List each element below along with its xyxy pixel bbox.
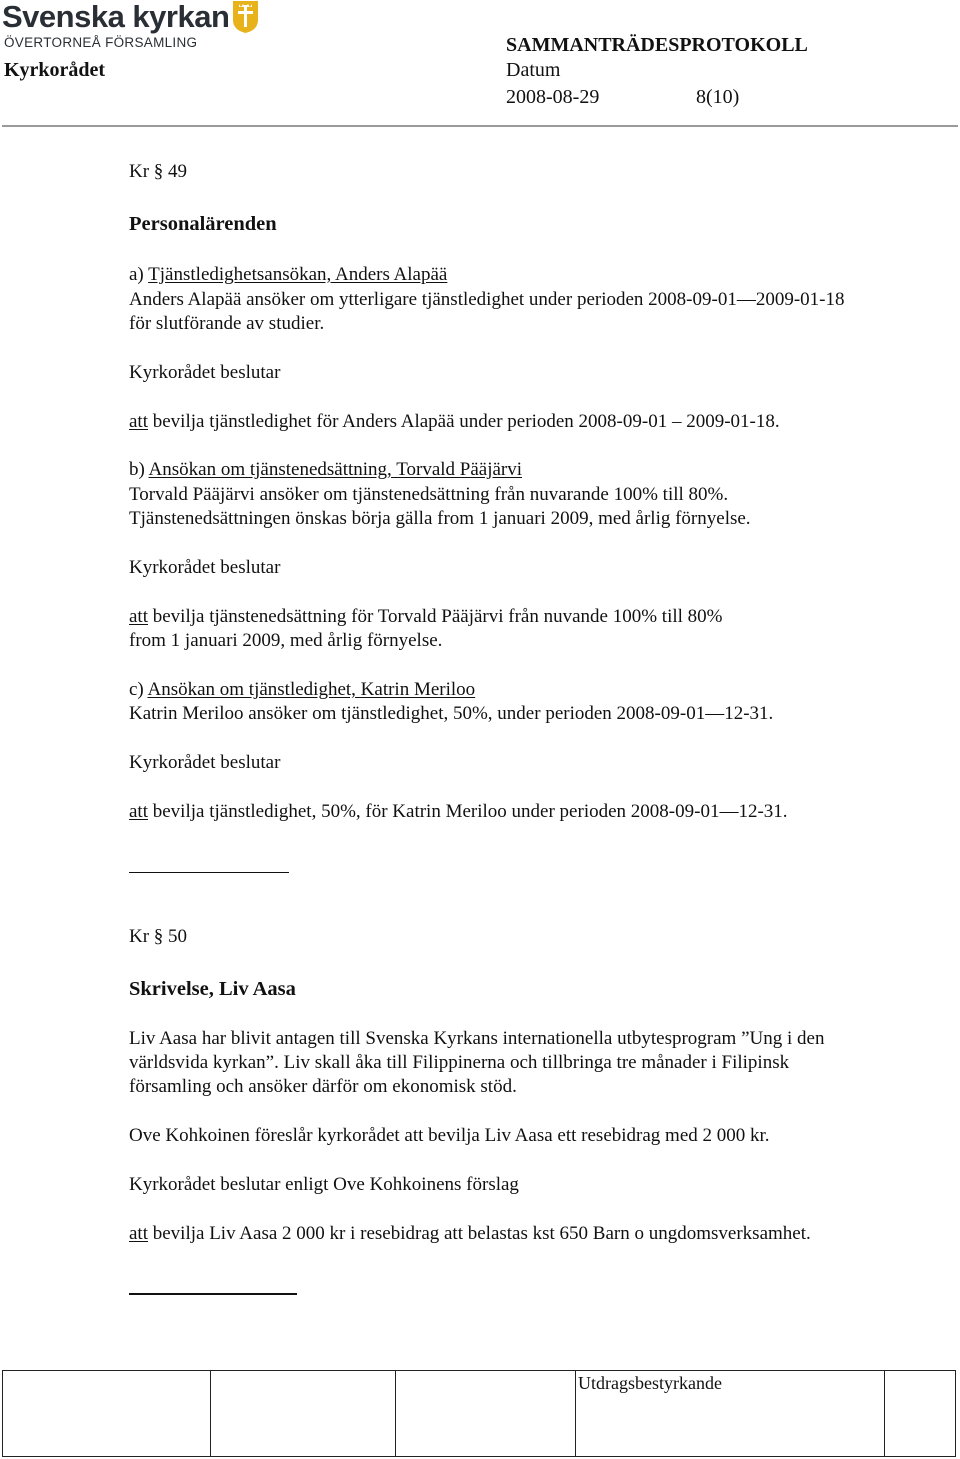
item-a-att-text: bevilja tjänstledighet för Anders Alapää under perioden 2008-09-01 – 2009-01-18. bbox=[148, 411, 780, 432]
signature-cell-divider bbox=[210, 1371, 211, 1456]
kr50-p2: Ove Kohkoinen föreslår kyrkorådet att bevilja Liv Aasa ett resebidrag med 2 000 kr. bbox=[129, 1125, 770, 1146]
item-b-att-line2: from 1 januari 2009, med årlig förnyelse. bbox=[129, 630, 443, 651]
item-c-decision: Kyrkorådet beslutar bbox=[129, 752, 281, 773]
signature-cell-divider bbox=[575, 1371, 576, 1456]
item-b-decision: Kyrkorådet beslutar bbox=[129, 557, 281, 578]
kr50-p1-line3: församling och ansöker därför om ekonomisk stöd. bbox=[129, 1076, 517, 1097]
item-a-heading-line bbox=[129, 264, 447, 287]
section-separator bbox=[129, 872, 289, 873]
section-title-50: Skrivelse, Liv Aasa bbox=[129, 978, 296, 1000]
section-end-separator bbox=[129, 1293, 297, 1295]
kr50-decision: Kyrkorådet beslutar enligt Ove Kohkoinens förslag bbox=[129, 1174, 519, 1195]
item-a-line2: för slutförande av studier. bbox=[129, 313, 325, 334]
section-title-49: Personalärenden bbox=[129, 213, 277, 235]
item-b-line1: Torvald Pääjärvi ansöker om tjänstenedsättning från nuvarande 100% till 80%. bbox=[129, 484, 729, 505]
section-number-49: Kr § 49 bbox=[129, 161, 188, 182]
item-c-heading-line bbox=[129, 679, 475, 702]
item-c-prefix: c) bbox=[129, 679, 148, 700]
item-c-line1: Katrin Meriloo ansöker om tjänstledighet, 50%, under perioden 2008-09-01—12-31. bbox=[129, 703, 774, 724]
item-a-att: att bbox=[129, 411, 148, 432]
header-divider bbox=[2, 125, 958, 127]
crown-cross-icon bbox=[232, 0, 259, 34]
kr50-att-line bbox=[129, 1223, 811, 1246]
item-b-line2: Tjänstenedsättningen önskas börja gälla from 1 januari 2009, med årlig förnyelse. bbox=[129, 508, 751, 529]
item-a-prefix: a) bbox=[129, 264, 149, 285]
kr50-p1-line2: världsvida kyrkan”. Liv skall åka till Filippinerna och tillbringa tre månader i Filipinsk bbox=[129, 1052, 790, 1073]
item-b-att: att bbox=[129, 606, 148, 627]
item-c-att: att bbox=[129, 801, 148, 822]
signature-cell-divider bbox=[395, 1371, 396, 1456]
item-a-decision: Kyrkorådet beslutar bbox=[129, 362, 281, 383]
item-b-att-text: bevilja tjänstenedsättning för Torvald Pääjärvi från nuvande 100% till 80% bbox=[148, 606, 723, 627]
doc-type: SAMMANTRÄDESPROTOKOLL bbox=[506, 34, 808, 56]
section-number-50: Kr § 50 bbox=[129, 926, 188, 947]
item-b-heading-line bbox=[129, 459, 522, 482]
item-c-heading: Ansökan om tjänstledighet, Katrin Meriloo bbox=[147, 679, 476, 700]
item-b-prefix: b) bbox=[129, 459, 149, 480]
item-c-att-text: bevilja tjänstledighet, 50%, för Katrin Meriloo under perioden 2008-09-01—12-31. bbox=[148, 801, 788, 822]
logo-brand-text: Svenska kyrkan bbox=[2, 0, 230, 34]
page-number: 8(10) bbox=[696, 86, 740, 108]
item-b-heading: Ansökan om tjänstenedsättning, Torvald Pääjärvi bbox=[148, 459, 523, 480]
item-b-att-line bbox=[129, 606, 723, 629]
item-a-line1: Anders Alapää ansöker om ytterligare tjänstledighet under perioden 2008-09-01—2009-01-18 bbox=[129, 289, 845, 310]
item-c-att-line bbox=[129, 801, 788, 824]
date-value: 2008-08-29 bbox=[506, 86, 600, 108]
item-a-heading: Tjänstledighetsansökan, Anders Alapää bbox=[148, 264, 448, 285]
signature-cell-divider bbox=[884, 1371, 885, 1456]
logo-parish-text: ÖVERTORNEÅ FÖRSAMLING bbox=[4, 35, 198, 50]
kr50-att: att bbox=[129, 1223, 148, 1244]
kr50-att-text: bevilja Liv Aasa 2 000 kr i resebidrag att belastas kst 650 Barn o ungdomsverksamhet. bbox=[148, 1223, 811, 1244]
certification-label: Utdragsbestyrkande bbox=[578, 1373, 722, 1393]
item-a-att-line bbox=[129, 411, 780, 434]
date-label: Datum bbox=[506, 59, 561, 81]
body-name: Kyrkorådet bbox=[4, 59, 106, 81]
signature-boxes bbox=[2, 1370, 956, 1457]
kr50-p1-line1: Liv Aasa har blivit antagen till Svenska Kyrkans internationella utbytesprogram ”Ung i den bbox=[129, 1028, 825, 1049]
church-logo bbox=[2, 0, 272, 56]
